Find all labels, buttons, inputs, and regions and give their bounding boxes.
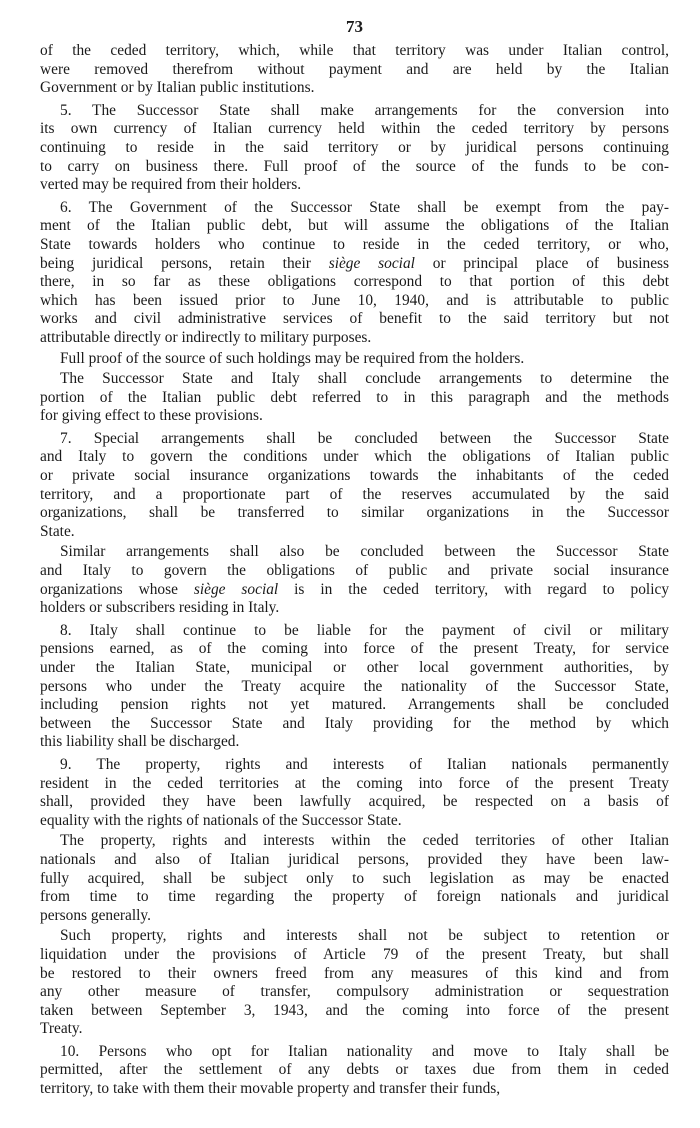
paragraph-p-9 [40, 756, 669, 830]
text-line: portion of the Italian public debt referred to in this paragraph and the methods [40, 388, 669, 406]
text-line: verted may be required from their holders. [40, 176, 302, 194]
page-number: 73 [346, 17, 363, 36]
text-line: to carry on business there. Full proof of the source of the funds to be con- [40, 157, 669, 175]
text-line: which has been issued prior to June 10, 1940, and is attributable to public [40, 291, 669, 309]
text-line: holders or subscribers residing in Italy. [40, 599, 280, 617]
text-line: Full proof of the source of such holdings may be required from the holders. [60, 349, 525, 367]
text-line: territory, and a proportionate part of the reserves accumulated by the said [40, 485, 669, 503]
text-line: 9. The property, rights and interests of Italian nationals permanently [60, 755, 669, 773]
text-line: Treaty. [40, 1020, 83, 1038]
text-line: pensions earned, as of the coming into force of the present Treaty, for service [40, 640, 669, 658]
text-line: State towards holders who continue to reside in the ceded territory, or who, [40, 235, 669, 253]
paragraph-p-8 [40, 622, 669, 752]
text-line: under the Italian State, municipal or other local government authorities, by [40, 659, 669, 676]
paragraph-p-6 [40, 199, 669, 348]
paragraph-p-9b [40, 832, 669, 925]
text-line: 7. Special arrangements shall be concluded between the Successor State [60, 429, 669, 447]
text-line: works and civil administrative services of benefit to the said territory but not [40, 310, 669, 328]
text-line: continuing to reside in the said territory or by juridical persons continuing [40, 138, 669, 156]
text-line: nationals and also of Italian juridical persons, provided they have been law- [40, 850, 669, 868]
text-line: of the ceded territory, which, while that territory was under Italian control, [40, 42, 669, 59]
paragraph-p-6b [40, 350, 669, 369]
text-line: ment of the Italian public debt, but will assume the obligations of the Italian [40, 217, 669, 235]
text-line: from time to time regarding the property of foreign nationals and juridical [40, 888, 669, 906]
paragraph-p-5 [40, 102, 669, 195]
paragraph-p-9c [40, 927, 669, 1039]
text-line: territory, to take with them their movable property and transfer their funds, [40, 1080, 501, 1098]
text-line: State. [40, 522, 75, 540]
text-line: permitted, after the settlement of any debts or taxes due from them in ceded [40, 1061, 669, 1079]
text-line: Government or by Italian public institutions. [40, 79, 315, 97]
text-line: were removed therefrom without payment and are held by the Italian [40, 60, 669, 78]
text-line: resident in the ceded territories at the coming into force of the present Treaty [40, 774, 669, 792]
text-line: Similar arrangements shall also be concluded between the Successor State [60, 543, 669, 561]
text-line: Such property, rights and interests shall not be subject to retention or [60, 927, 669, 945]
text-line: fully acquired, shall be subject only to such legislation as may be enacted [40, 869, 669, 887]
text-line: 10. Persons who opt for Italian nationality and move to Italy shall be [60, 1042, 669, 1060]
text-line: liquidation under the provisions of Article 79 of the present Treaty, but shall [40, 945, 669, 963]
paragraph-p-10 [40, 1043, 669, 1099]
text-line: its own currency of Italian currency held within the ceded territory by persons [40, 120, 669, 138]
text-line: 8. Italy shall continue to be liable for the payment of civil or military [60, 621, 669, 639]
paragraph-p-7b [40, 543, 669, 617]
paragraph-p-7 [40, 430, 669, 542]
text-line: The Successor State and Italy shall conclude arrangements to determine the [60, 370, 669, 388]
text-line: be restored to their owners freed from any measures of this kind and from [40, 964, 669, 982]
text-line: for giving effect to these provisions. [40, 407, 263, 425]
text-line: persons who under the Treaty acquire the nationality of the Successor State, [40, 677, 669, 695]
text-line: persons generally. [40, 906, 151, 924]
text-line: 6. The Government of the Successor State shall be exempt from the pay- [60, 198, 669, 216]
text-line: between the Successor State and Italy providing for the method by which [40, 714, 669, 732]
text-line: and Italy to govern the obligations of public and private social insurance [40, 562, 669, 580]
paragraph-p-continuation [40, 42, 669, 98]
text-line: or private social insurance organizations towards the inhabitants of the ceded [40, 467, 669, 485]
text-line: this liability shall be discharged. [40, 733, 240, 751]
text-line: attributable directly or indirectly to military purposes. [40, 328, 372, 346]
text-line: organizations whose siège social is in the ceded territory, with regard to policy [40, 580, 670, 598]
text-line: including pension rights not yet matured. Arrangements shall be concluded [40, 696, 669, 714]
paragraph-p-6c [40, 370, 669, 426]
text-line: and Italy to govern the conditions under which the obligations of Italian public [40, 448, 669, 466]
text-line: taken between September 3, 1943, and the coming into force of the present [40, 1001, 669, 1019]
text-line: 5. The Successor State shall make arrangements for the conversion into [60, 101, 669, 119]
text-line: equality with the rights of nationals of the Successor State. [40, 811, 402, 829]
text-line: shall, provided they have been lawfully acquired, be respected on a basis of [40, 793, 669, 811]
body-text [40, 42, 669, 1099]
text-line: organizations, shall be transferred to similar organizations in the Successor [40, 504, 669, 522]
text-line: there, in so far as these obligations correspond to that portion of this debt [40, 273, 669, 291]
text-line: The property, rights and interests within the ceded territories of other Italian [60, 832, 669, 850]
document-page [40, 16, 669, 1099]
text-line: any other measure of transfer, compulsory administration or sequestration [40, 983, 669, 1001]
text-line: being juridical persons, retain their siège social or principal place of business [40, 254, 670, 272]
